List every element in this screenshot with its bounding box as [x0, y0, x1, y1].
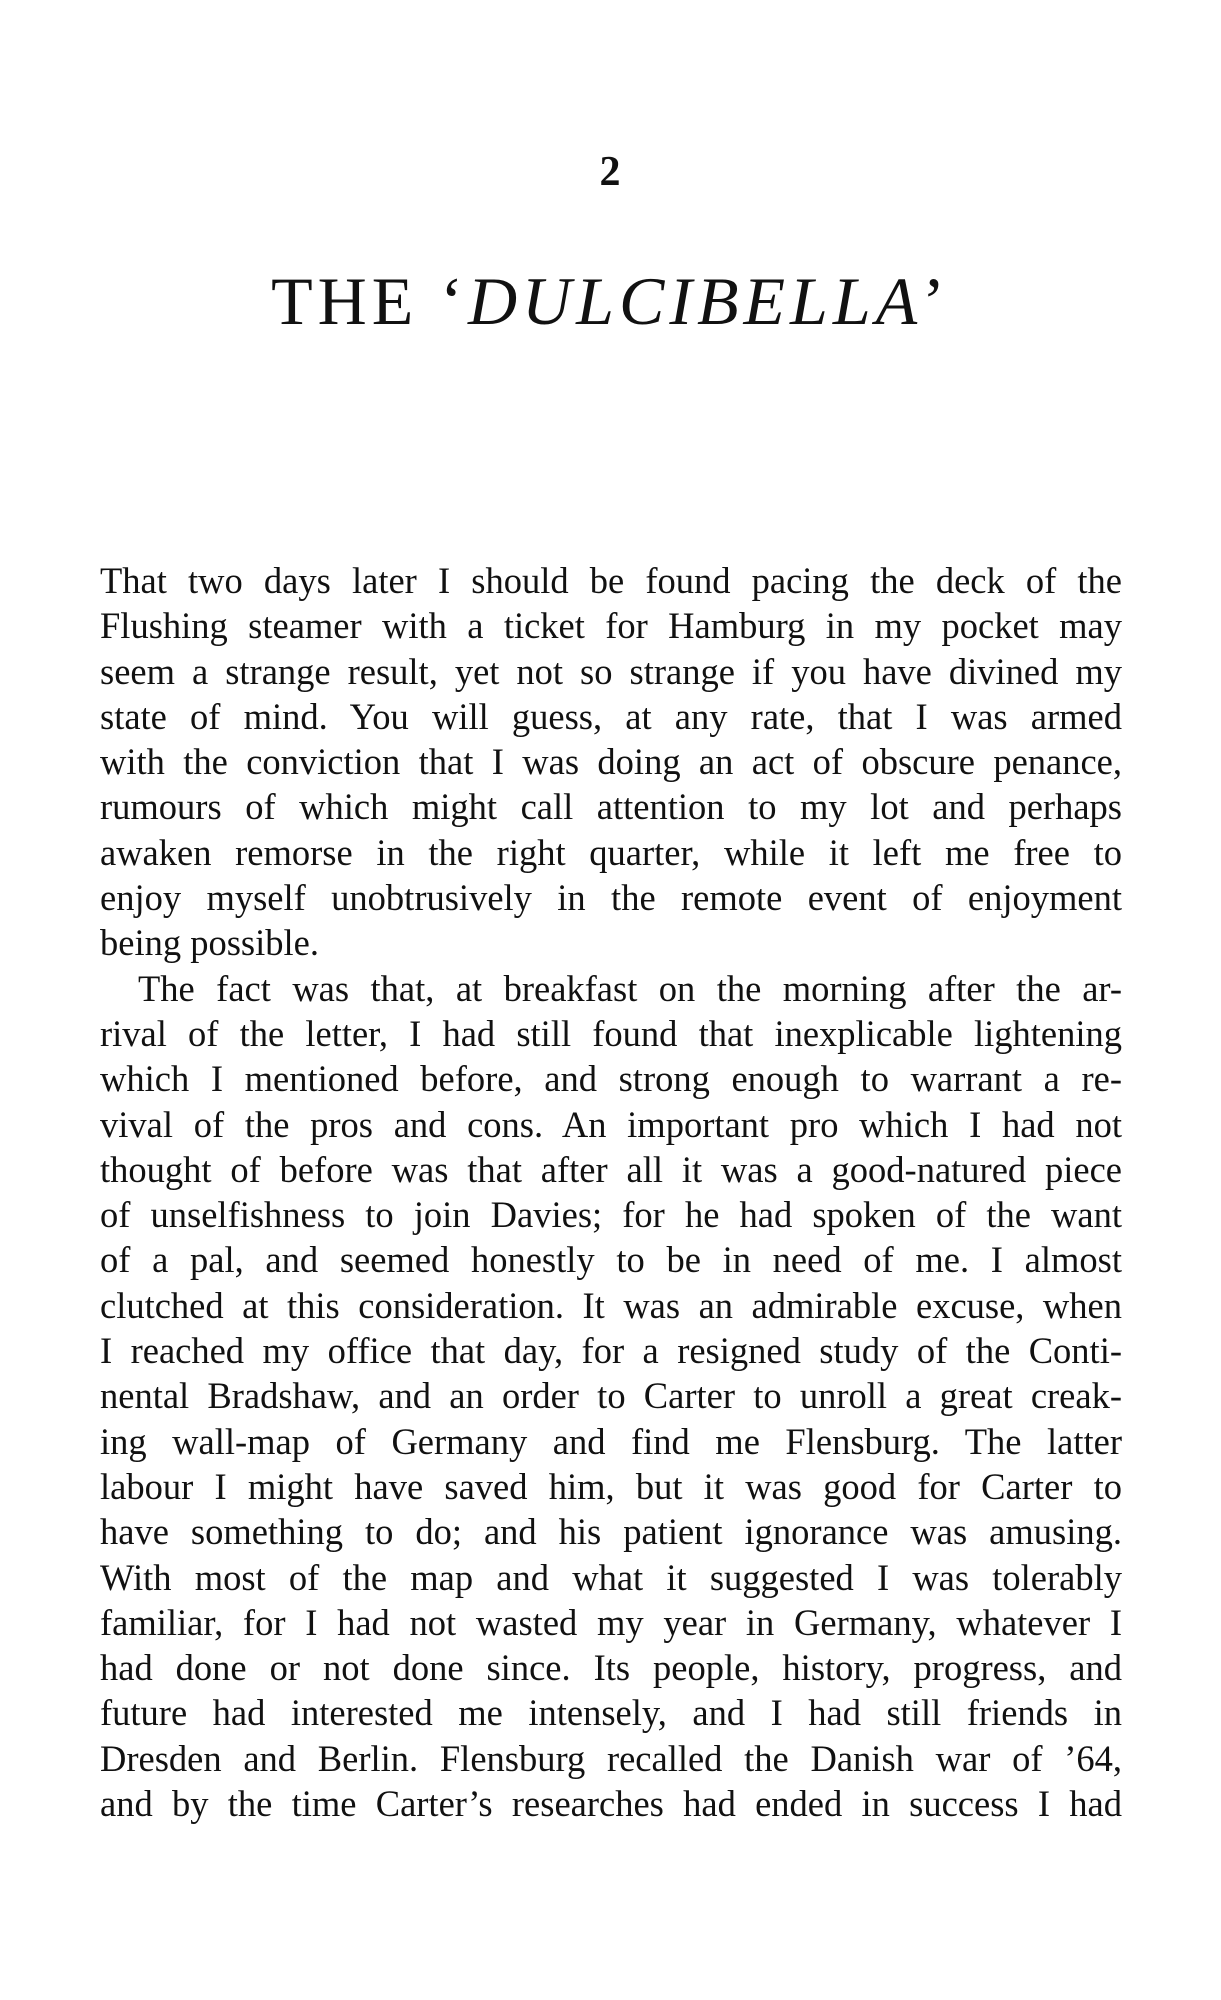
text-line: awaken remorse in the right quarter, while it left me free to [100, 831, 1122, 873]
text-line: seem a strange result, yet not so strange if you have divined my [100, 650, 1122, 692]
text-line: which I mentioned before, and strong enough to warrant a re- [100, 1058, 1122, 1100]
text-line: clutched at this consideration. It was an admirable excuse, when [100, 1284, 1122, 1326]
text-line: vival of the pros and cons. An important pro which I had not [100, 1103, 1122, 1145]
paragraph [100, 558, 1122, 966]
text-line: enjoy myself unobtrusively in the remote event of enjoyment [100, 877, 1122, 919]
chapter-title [0, 262, 1221, 341]
text-line: of unselfishness to join Davies; for he had spoken of the want [100, 1194, 1122, 1236]
text-line: familiar, for I had not wasted my year in Germany, whatever I [100, 1601, 1122, 1643]
text-line: Dresden and Berlin. Flensburg recalled the Danish war of ’64, [100, 1737, 1122, 1779]
text-line: being possible. [100, 922, 319, 964]
chapter-number: 2 [599, 149, 622, 195]
text-line: had done or not done since. Its people, history, progress, and [100, 1647, 1122, 1689]
text-line: state of mind. You will guess, at any rate, that I was armed [100, 695, 1122, 737]
text-line: That two days later I should be found pacing the deck of the [100, 560, 1122, 601]
text-line: labour I might have saved him, but it was good for Carter to [100, 1465, 1122, 1507]
text-line: The fact was that, at breakfast on the morning after the ar- [138, 967, 1122, 1009]
text-line: rival of the letter, I had still found that inexplicable lightening [100, 1012, 1122, 1054]
text-line: have something to do; and his patient ignorance was amusing. [100, 1511, 1122, 1553]
chapter-title-italic: DULCIBELLA [467, 263, 923, 339]
text-line: with the conviction that I was doing an act of obscure penance, [100, 741, 1122, 783]
text-line: and by the time Carter’s researches had ended in success I had [100, 1783, 1122, 1825]
chapter-title-suffix: ’ [922, 263, 950, 339]
paragraph [100, 966, 1122, 1827]
body-text [100, 558, 1122, 1826]
text-line: I reached my office that day, for a resigned study of the Conti- [100, 1330, 1122, 1372]
text-line: of a pal, and seemed honestly to be in need of me. I almost [100, 1239, 1122, 1281]
text-line: ing wall-map of Germany and find me Flensburg. The latter [100, 1420, 1122, 1462]
text-line: nental Bradshaw, and an order to Carter to unroll a great creak- [100, 1375, 1122, 1417]
text-line: With most of the map and what it suggested I was tolerably [100, 1556, 1122, 1598]
text-line: thought of before was that after all it was a good-natured piece [100, 1148, 1122, 1190]
text-line: rumours of which might call attention to my lot and perhaps [100, 786, 1122, 828]
text-line: Flushing steamer with a ticket for Hamburg in my pocket may [100, 605, 1122, 647]
text-line: future had interested me intensely, and I had still friends in [100, 1692, 1122, 1734]
chapter-title-prefix: THE ‘ [271, 263, 468, 339]
